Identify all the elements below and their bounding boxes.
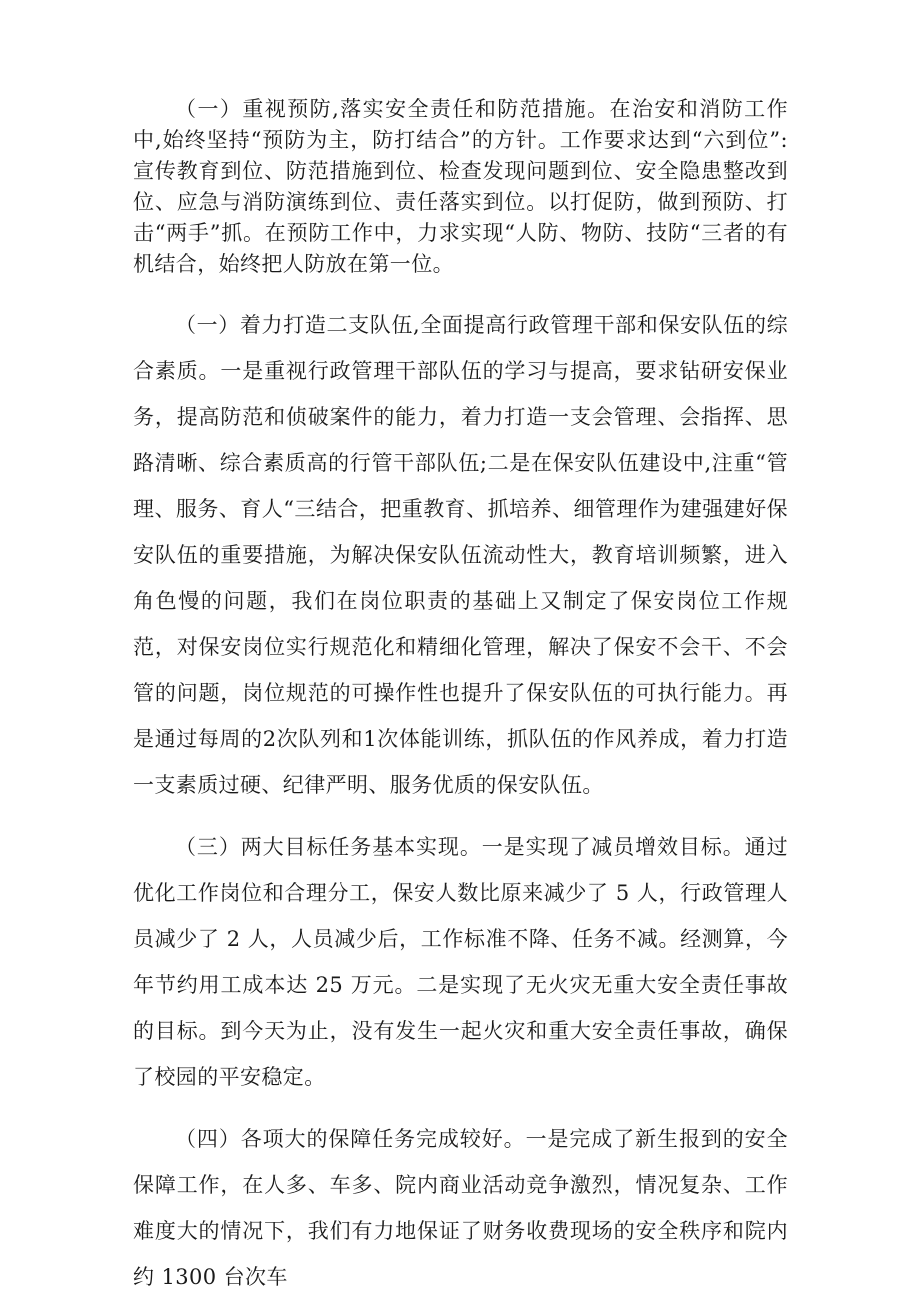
paragraph-targets-achieved: （三）两大目标任务基本实现。一是实现了减员增效目标。通过优化工作岗位和合理分工，保安人数比原来减少了 5 人，行政管理人员减少了 2 人，人员减少后，工作标准不降、任务不减。经测算，今年节约用工成本达 25 万元。二是实现了无火灾无重大安全责任事故的目标。到今天为止，没有发生一起火灾和重大安全责任事故，确保了校园的平安稳定。 — [133, 835, 788, 1089]
paragraph-support-tasks: （四）各项大的保障任务完成较好。一是完成了新生报到的安全保障工作，在人多、车多、院内商业活动竞争激烈，情况复杂、工作难度大的情况下，我们有力地保证了财务收费现场的安全秩序和院内约 1300 台次车 — [133, 1127, 788, 1289]
paragraph-prevention: （一）重视预防,落实安全责任和防范措施。在治安和消防工作中,始终坚持“预防为主，防打结合”的方针。工作要求达到“六到位”:宣传教育到位、防范措施到位、检查发现问题到位、安全隐患整改到位、应急与消防演练到位、责任落实到位。以打促防，做到预防、打击“两手”抓。在预防工作中，力求实现“人防、物防、技防“三者的有机结合，始终把人防放在第一位。 — [133, 97, 788, 276]
paragraph-team-building: （一）着力打造二支队伍,全面提高行政管理干部和保安队伍的综合素质。一是重视行政管理干部队伍的学习与提高，要求钻研安保业务，提高防范和侦破案件的能力，着力打造一支会管理、会指挥、思路清晰、综合素质高的行管干部队伍;二是在保安队伍建设中,注重“管理、服务、育人“三结合，把重教育、抓培养、细管理作为建强建好保安队伍的重要措施，为解决保安队伍流动性大，教育培训频繁，进入角色慢的问题，我们在岗位职责的基础上又制定了保安岗位工作规范，对保安岗位实行规范化和精细化管理，解决了保安不会干、不会管的问题，岗位规范的可操作性也提升了保安队伍的可执行能力。再是通过每周的2次队列和1次体能训练，抓队伍的作风养成，着力打造一支素质过硬、纪律严明、服务优质的保安队伍。 — [133, 313, 788, 797]
